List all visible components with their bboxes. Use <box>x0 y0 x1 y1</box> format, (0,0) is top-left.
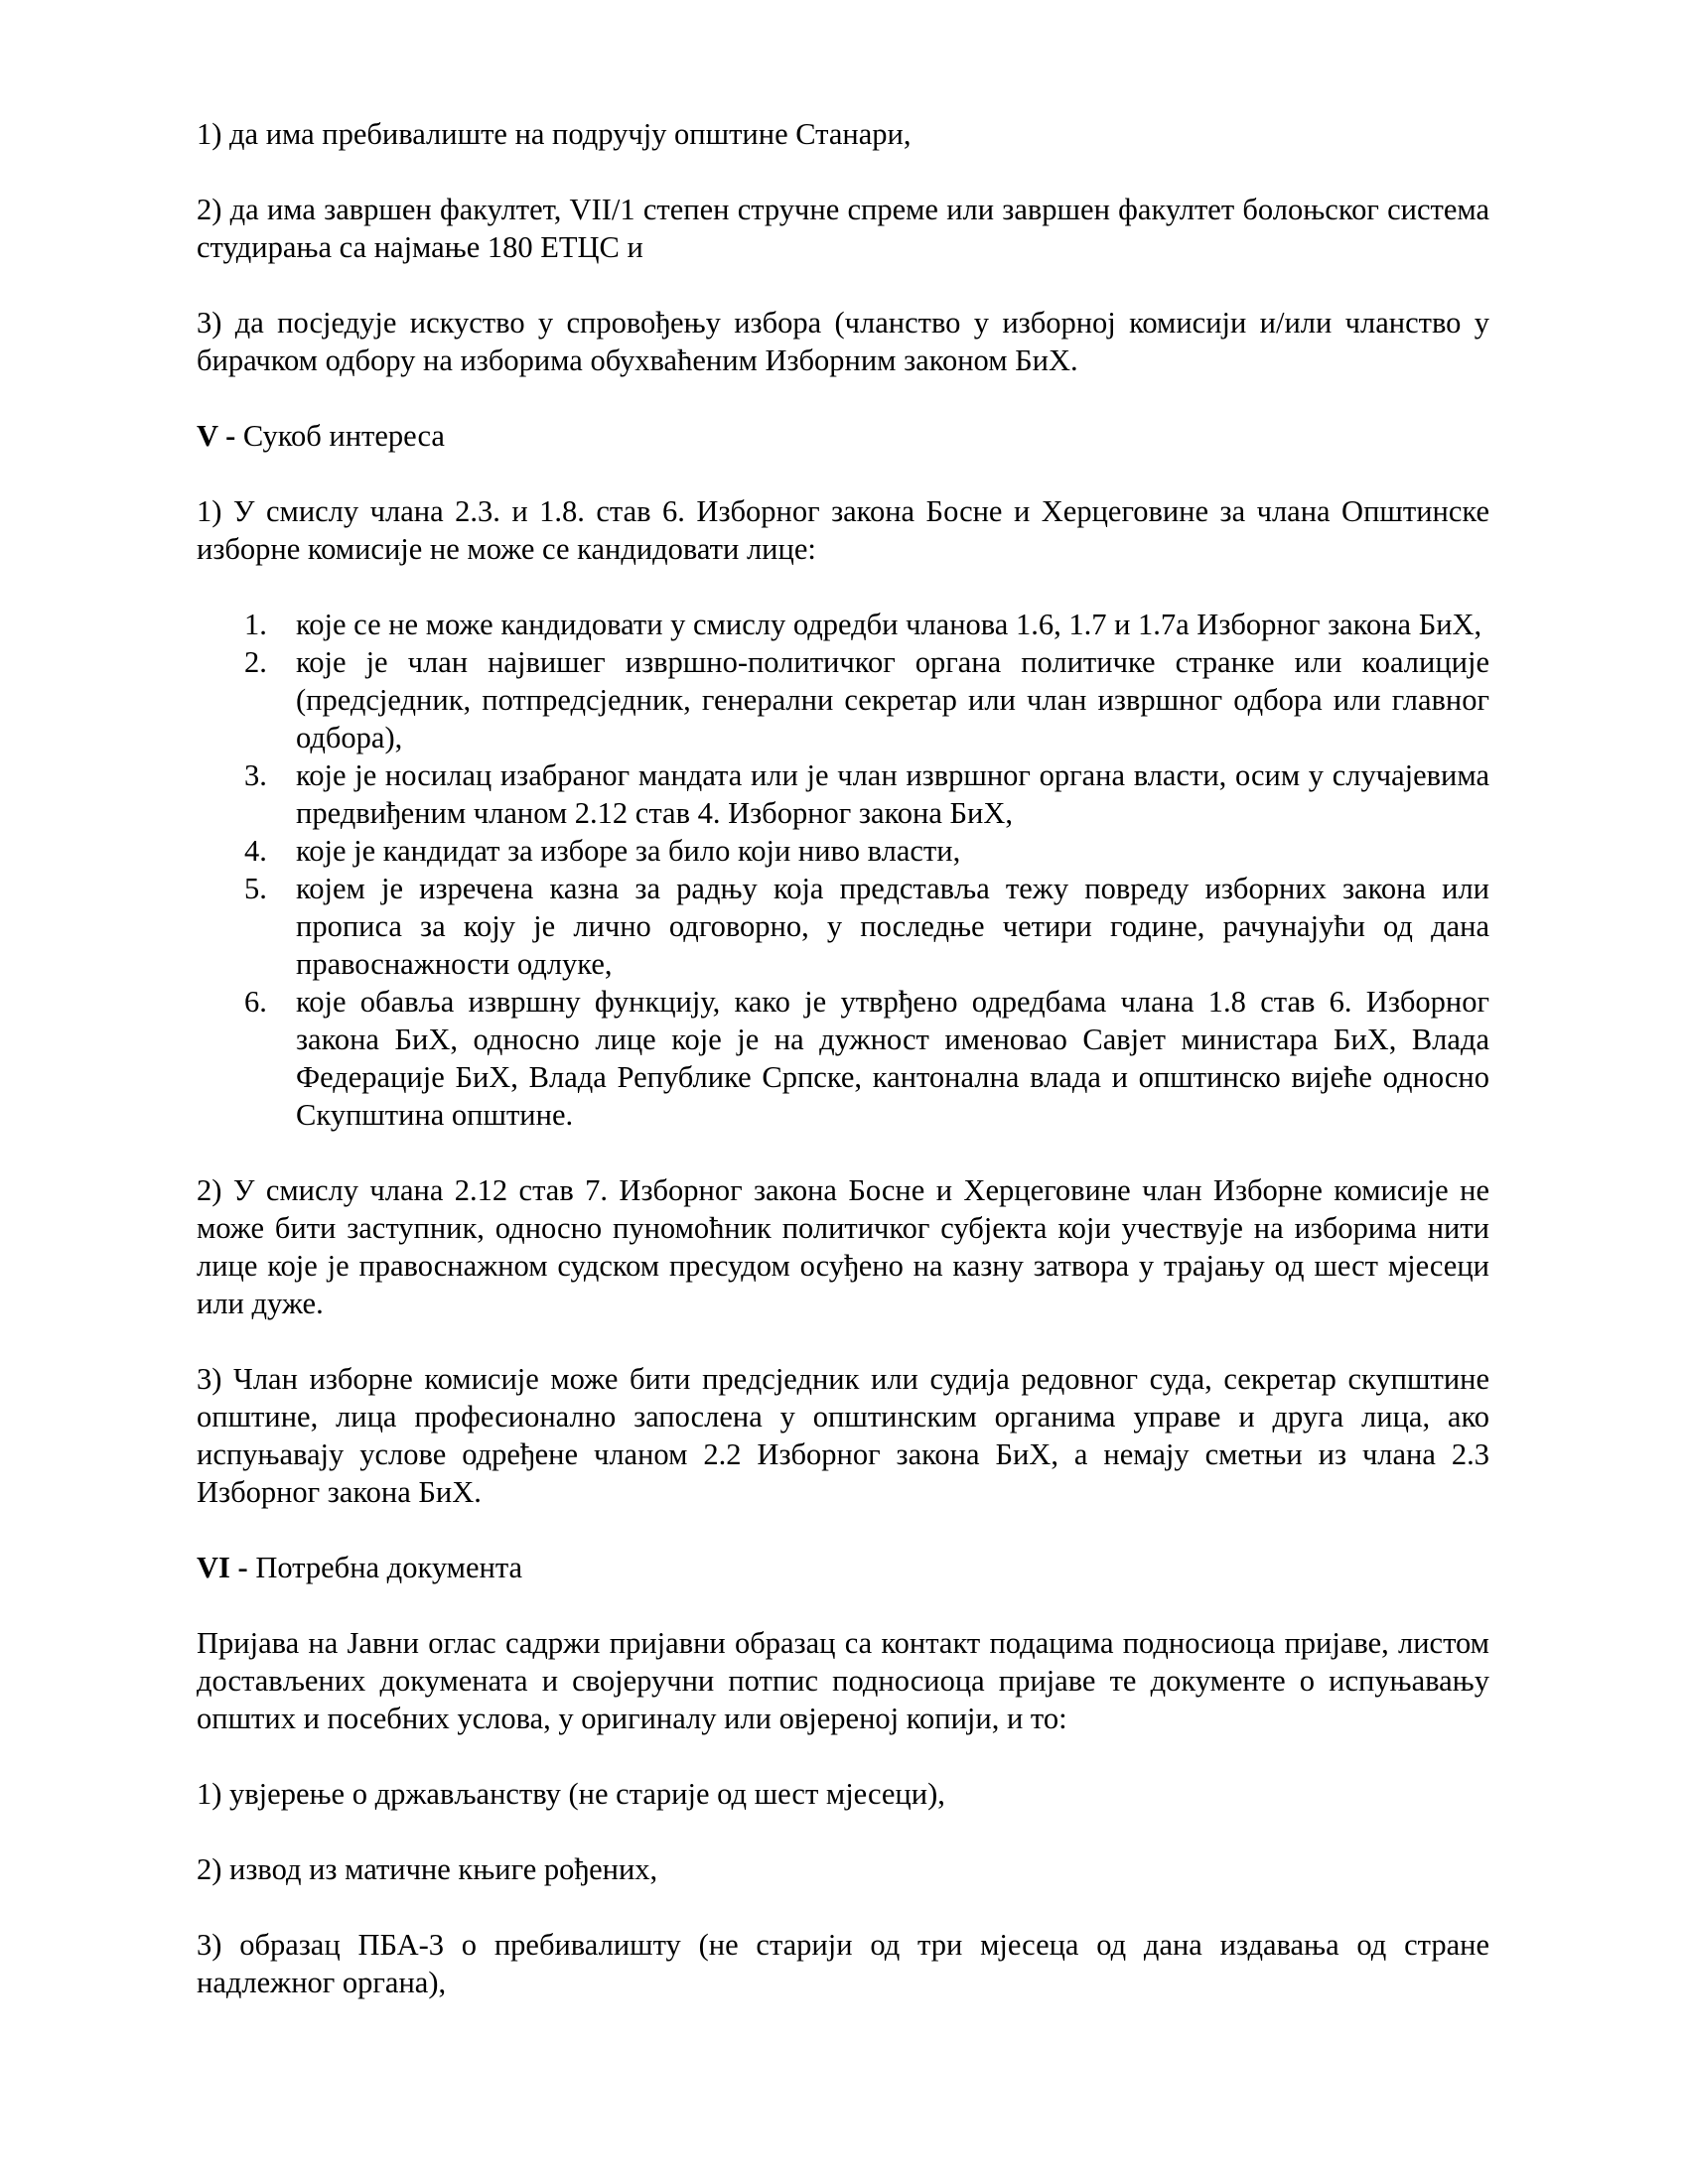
condition-education: 2) да има завршен факултет, VII/1 степен стручне спреме или завршен факултет болоњског система студирања са најмање 180 ЕТЦС и <box>197 193 1489 264</box>
section-v-number: V - <box>197 419 236 453</box>
document-page <box>197 115 1489 2001</box>
list-item <box>197 832 1489 870</box>
list-item-text: које је носилац изабраног мандата или је члан извршног органа власти, осим у случајевима предвиђеним чланом 2.12 став 4. Изборног закона БиХ, <box>296 758 1489 830</box>
condition-residence: 1) да има пребивалиште на подручју општине Станари, <box>197 117 912 151</box>
list-item-number: 6. <box>244 985 267 1019</box>
list-item-text: које се не може кандидовати у смислу одредби чланова 1.6, 1.7 и 1.7а Изборног закона БиХ, <box>296 608 1482 641</box>
list-item-text: којем је изречена казна за радњу која представља тежу повреду изборних закона или прописа за коју је лично одговорно, у последње четири године, рачунајући од дана правоснажности одлуке, <box>296 872 1489 981</box>
document-item-residence-form: 3) образац ПБА-3 о пребивалишту (не старији од три мјесеца од дана издавања од стране надлежног органа), <box>197 1928 1489 1999</box>
list-item-number: 3. <box>244 758 267 792</box>
section-vi-number: VI - <box>197 1551 248 1584</box>
list-item-number: 2. <box>244 645 267 679</box>
list-item-number: 5. <box>244 872 267 905</box>
document-item-citizenship: 1) увјерење о држављанству (не старије од шест мјесеци), <box>197 1777 945 1811</box>
list-item <box>197 756 1489 832</box>
list-item <box>197 983 1489 1134</box>
list-item-number: 4. <box>244 834 267 868</box>
list-item-number: 1. <box>244 608 267 641</box>
section-v-paragraph-2: 2) У смислу члана 2.12 став 7. Изборног закона Босне и Херцеговине члан Изборне комисије не може бити заступник, односно пуномоћник политичког субјекта који учествује на изборима нити лице које је правоснажном судском пресудом осуђено на казну затвора у трајању од шест мјесеци или дуже. <box>197 1173 1489 1320</box>
list-item-text: које је кандидат за изборе за било који ниво власти, <box>296 834 961 868</box>
section-v-title: Сукоб интереса <box>242 419 445 453</box>
condition-experience: 3) да посједује искуство у спровођењу избора (чланство у изборној комисији и/или чланство у бирачком одбору на изборима обухваћеним Изборним законом БиХ. <box>197 306 1489 377</box>
list-item-text: које је члан највишег извршно-политичког органа политичке странке или коалиције (предсједник, потпредсједник, генерални секретар или члан извршног одбора или главног одбора), <box>296 645 1489 754</box>
section-v-heading <box>197 417 1489 455</box>
section-v-paragraph-3: 3) Члан изборне комисије може бити предсједник или судија редовног суда, секретар скупштине општине, лица професионално запослена у општинским органима управе и друга лица, ако испуњавају услове одређене чланом 2.2 Изборног закона БиХ, а немају сметњи из члана 2.3 Изборног закона БиХ. <box>197 1362 1489 1509</box>
list-item-text: које обавља извршну функцију, како је утврђено одредбама члана 1.8 став 6. Изборног закона БиХ, односно лице које је на дужност именовао Савјет министара БиХ, Влада Федерације БиХ, Влада Републике Српске, кантонална влада и општинско вијеће односно Скупштина општине. <box>296 985 1489 1132</box>
section-vi-heading <box>197 1549 1489 1586</box>
section-v-intro: 1) У смислу члана 2.3. и 1.8. став 6. Изборног закона Босне и Херцеговине за члана Општинске изборне комисије не може се кандидовати лице: <box>197 494 1489 566</box>
list-item <box>197 606 1489 643</box>
list-item <box>197 870 1489 983</box>
section-vi-title: Потребна документа <box>255 1551 523 1584</box>
document-item-birth-certificate: 2) извод из матичне књиге рођених, <box>197 1852 658 1886</box>
section-vi-intro: Пријава на Јавни оглас садржи пријавни образац са контакт подацима подносиоца пријаве, листом достављених докумената и својеручни потпис подносиоца пријаве те документе о испуњавању општих и посебних услова, у оригиналу или овјереној копији, и то: <box>197 1626 1489 1735</box>
conflict-list <box>197 606 1489 1134</box>
list-item <box>197 643 1489 756</box>
